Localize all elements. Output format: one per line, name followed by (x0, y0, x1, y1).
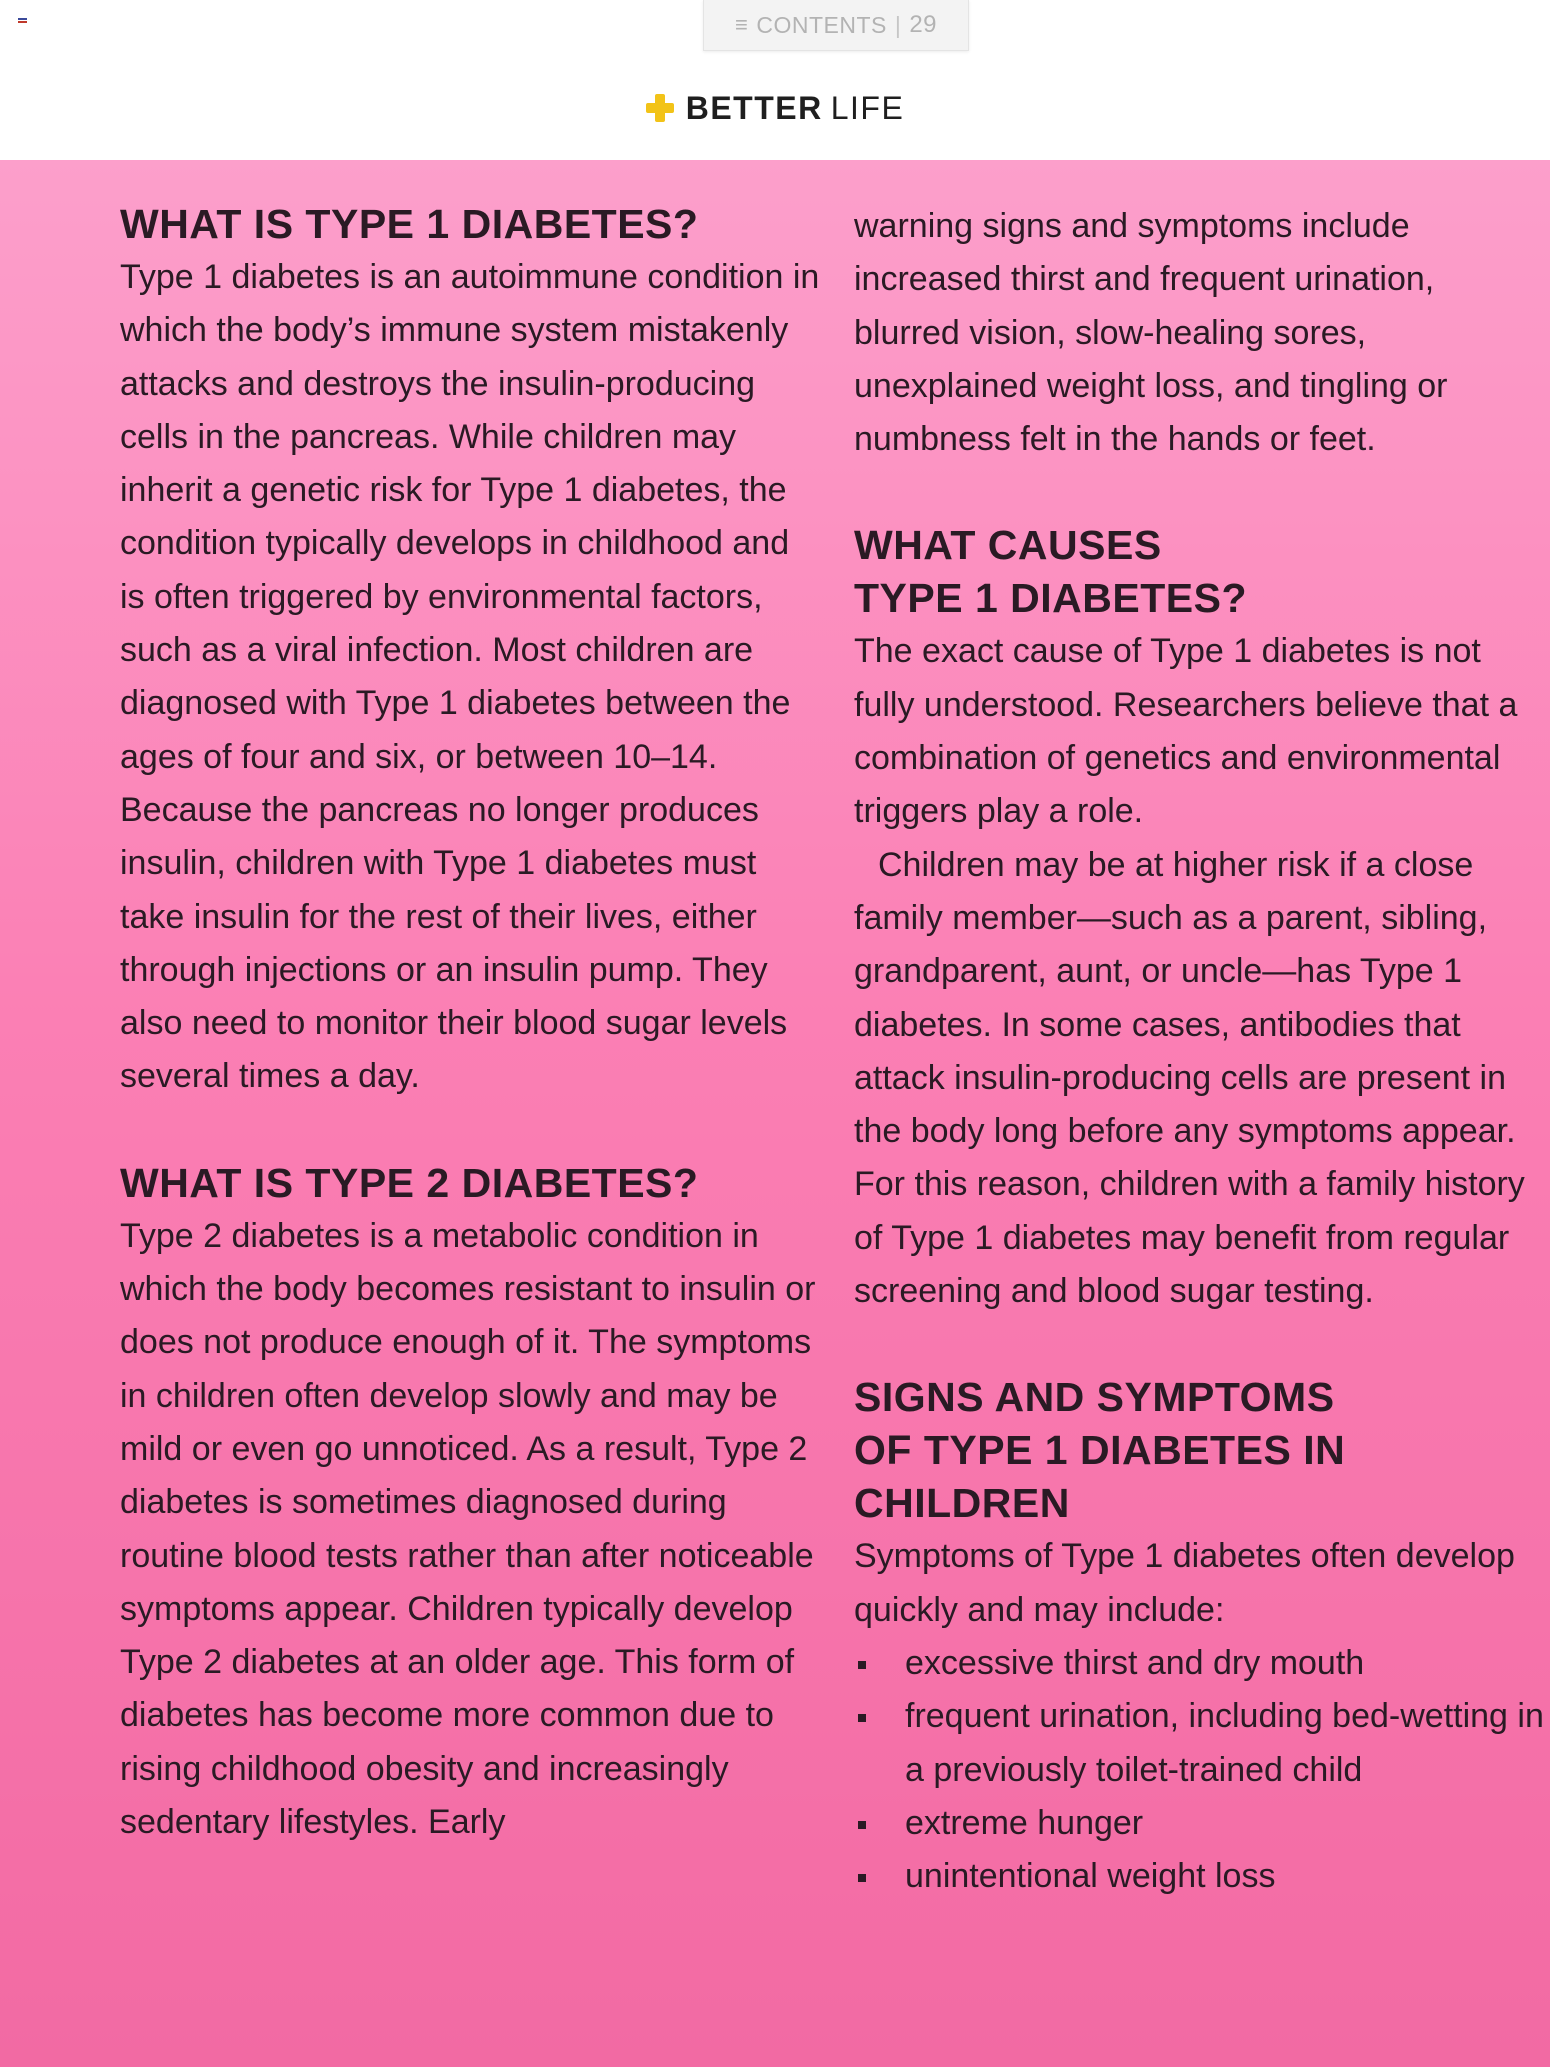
type1-body: Type 1 diabetes is an autoimmune condition in which the body’s immune system mistakenly attacks and destroys the insulin-producing cells in the pancreas. While children may inherit a genetic risk for Type 1 diabetes, the condition typically develops in childhood and is often triggered by environmental factors, such as a viral infection. Most children are diagnosed with Type 1 diabetes between the ages of four and six, or between 10–14. Because the pancreas no longer produces insulin, children with Type 1 diabetes must take insulin for the rest of their lives, either through injections or an insulin pump. They also need to monitor their blood sugar levels several times a day. (120, 258, 820, 1096)
causes-body-2: Children may be at higher risk if a close family member—such as a parent, sibling, grandparent, aunt, or uncle—has Type 1 diabetes. In some cases, antibodies that attack insulin-producing cells are present in the body long before any symptoms appear. For this reason, children with a family history of Type 1 diabetes may benefit from regular screening and blood sugar testing. (854, 845, 1525, 1311)
contents-button[interactable] (703, 0, 969, 51)
brand-life: LIFE (830, 90, 905, 126)
signs-intro: Symptoms of Type 1 diabetes often develop quickly and may include: (854, 1537, 1515, 1629)
right-column (854, 200, 1544, 1903)
signs-list (854, 1637, 1544, 1903)
causes-heading-line2: TYPE 1 DIABETES? (854, 575, 1248, 622)
signs-heading (854, 1371, 1544, 1530)
article-page (0, 160, 1550, 2067)
list-item: frequent urination, including bed-wetting in a previously toilet-trained child (854, 1690, 1544, 1797)
left-column (120, 198, 820, 1849)
signs-heading-line3: CHILDREN (854, 1480, 1070, 1527)
causes-body-1: The exact cause of Type 1 diabetes is not fully understood. Researchers believe that a combination of genetics and environmental triggers play a role. (854, 632, 1518, 831)
contents-label: CONTENTS (756, 11, 887, 38)
page-number: 29 (909, 11, 938, 38)
page-header (0, 0, 1550, 160)
hamburger-icon: ≡ (734, 12, 749, 37)
divider: | (894, 11, 902, 38)
list-item: excessive thirst and dry mouth (854, 1637, 1544, 1690)
symptoms-continued-body: warning signs and symptoms include increased thirst and frequent urination, blurred vision, slow-healing sores, unexplained weight loss, and tingling or numbness felt in the hands or feet. (854, 207, 1448, 459)
brand-better: BETTER (685, 90, 823, 126)
type2-heading: WHAT IS TYPE 2 DIABETES? (120, 1159, 699, 1206)
type2-body: Type 2 diabetes is a metabolic condition in which the body becomes resistant to insulin or does not produce enough of it. The symptoms in children often develop slowly and may be mild or even go unnoticed. As a result, Type 2 diabetes is sometimes diagnosed during routine blood tests rather than after noticeable symptoms appear. Children typically develop Type 2 diabetes at an older age. This form of diabetes has become more common due to rising childhood obesity and increasingly sedentary lifestyles. Early (120, 1216, 816, 1842)
brand-logo (0, 84, 1550, 132)
signs-heading-line2: OF TYPE 1 DIABETES IN (854, 1427, 1346, 1474)
type1-heading: WHAT IS TYPE 1 DIABETES? (120, 201, 699, 247)
signs-heading-line1: SIGNS AND SYMPTOMS (854, 1374, 1335, 1421)
list-item: extreme hunger (854, 1797, 1544, 1850)
menu-icon[interactable] (18, 18, 27, 26)
causes-heading-line1: WHAT CAUSES (854, 522, 1162, 569)
plus-icon (646, 94, 674, 122)
list-item: unintentional weight loss (854, 1850, 1544, 1903)
causes-heading (854, 519, 1544, 625)
